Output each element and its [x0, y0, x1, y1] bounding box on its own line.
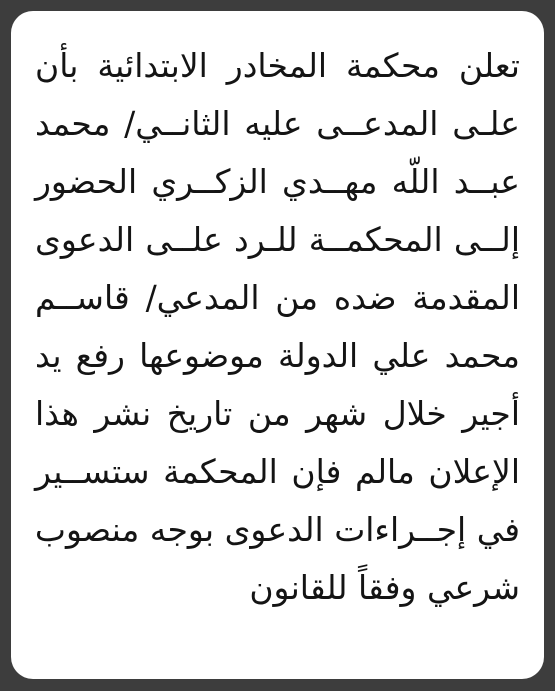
notice-line-6: محمد علي الدولة موضوعها رفع يد [35, 336, 520, 375]
notice-line-7: أجير خلال شهر من تاريخ نشر هذا [35, 394, 520, 433]
notice-line-5: المقدمة ضده من المدعي/ قاســم [35, 278, 520, 317]
notice-line-4: إلــى المحكمــة للـرد علــى الدعوى [35, 220, 520, 259]
notice-line-8: الإعلان مالم فإن المحكمة ستســير [35, 452, 520, 491]
notice-panel [11, 11, 544, 679]
notice-line-2: علـى المدعــى عليه الثانــي/ محمد [35, 104, 520, 143]
notice-line-1: تعلن محكمة المخادر الابتدائية بأن [35, 46, 520, 85]
notice-line-9: في إجــراءات الدعوى بوجه منصوب [34, 510, 520, 549]
notice-line-3: عبــد اللّه مهــدي الزكــري الحضور [35, 162, 520, 201]
notice-line-10: شرعي وفقاً للقانون [249, 568, 520, 607]
